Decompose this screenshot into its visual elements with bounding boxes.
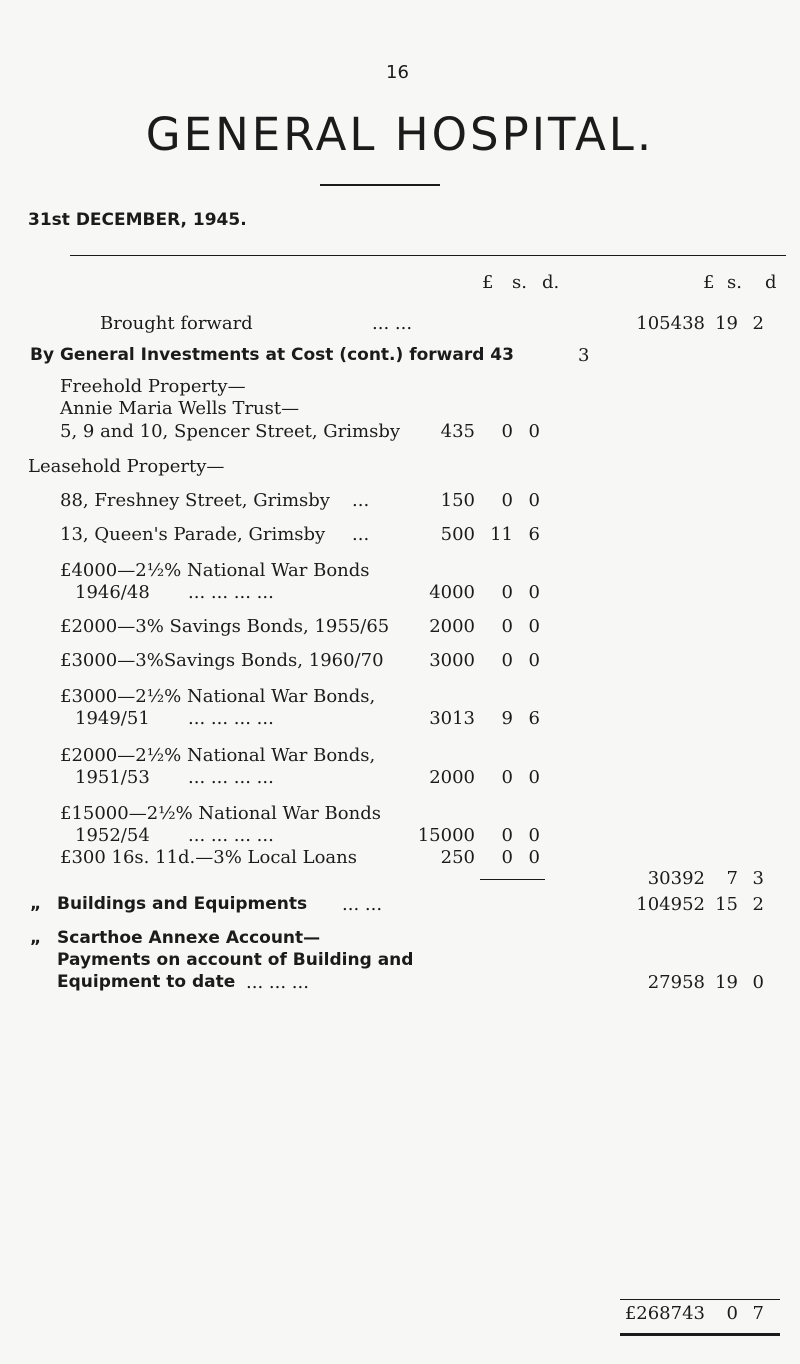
item-label: £3000—2½% National War Bonds, bbox=[60, 686, 376, 707]
item-pence: 0 bbox=[528, 650, 540, 671]
scarthoe-pounds: 27958 bbox=[647, 972, 705, 993]
grand-total-shillings: 0 bbox=[726, 1303, 738, 1324]
item-pounds: 3000 bbox=[429, 650, 475, 671]
grand-total-top-rule bbox=[620, 1299, 780, 1300]
scarthoe-line2: Payments on account of Building and bbox=[57, 950, 414, 970]
general-investments-label: By General Investments at Cost (cont.) forward 43 bbox=[30, 345, 514, 365]
item-label: 88, Freshney Street, Grimsby bbox=[60, 490, 330, 511]
item-pence: 0 bbox=[528, 767, 540, 788]
item-label-line2: 1952/54 bbox=[75, 825, 150, 846]
item-shillings: 9 bbox=[501, 708, 513, 729]
general-investments-tail: 3 bbox=[578, 345, 590, 366]
item-pence: 0 bbox=[528, 825, 540, 846]
item-label: £2000—2½% National War Bonds, bbox=[60, 745, 376, 766]
item-shillings: 0 bbox=[501, 847, 513, 868]
brought-forward-pounds: 105438 bbox=[636, 313, 705, 334]
item-pounds: 250 bbox=[440, 847, 475, 868]
col2-pence-header: d bbox=[765, 272, 777, 293]
scarthoe-pence: 0 bbox=[752, 972, 764, 993]
buildings-pounds: 104952 bbox=[636, 894, 705, 915]
item-pounds: 500 bbox=[440, 524, 475, 545]
scarthoe-line1: Scarthoe Annexe Account— bbox=[57, 928, 321, 948]
item-pence: 0 bbox=[528, 490, 540, 511]
item-dots: ... ... ... ... bbox=[188, 708, 274, 729]
item-label: £15000—2½% National War Bonds bbox=[60, 803, 381, 824]
scarthoe-dots: ... ... ... bbox=[246, 972, 309, 993]
buildings-pence: 2 bbox=[752, 894, 764, 915]
investments-total-pence: 3 bbox=[752, 868, 764, 889]
freehold-item-label: 5, 9 and 10, Spencer Street, Grimsby bbox=[60, 421, 401, 442]
item-shillings: 11 bbox=[490, 524, 513, 545]
item-label-line2: 1951/53 bbox=[75, 767, 150, 788]
title-divider bbox=[320, 184, 440, 186]
item-shillings: 0 bbox=[501, 825, 513, 846]
subtotal-rule bbox=[480, 879, 545, 880]
item-dots: ... bbox=[352, 490, 370, 511]
item-pounds: 4000 bbox=[429, 582, 475, 603]
investments-total-pounds: 30392 bbox=[647, 868, 705, 889]
scarthoe-prefix: „ bbox=[30, 928, 42, 948]
buildings-shillings: 15 bbox=[715, 894, 738, 915]
freehold-sub: Annie Maria Wells Trust— bbox=[60, 398, 300, 419]
brought-forward-shillings: 19 bbox=[715, 313, 738, 334]
grand-total-pence: 7 bbox=[752, 1303, 764, 1324]
item-label: £3000—3%Savings Bonds, 1960/70 bbox=[60, 650, 384, 671]
item-pence: 0 bbox=[528, 616, 540, 637]
item-label-line2: 1946/48 bbox=[75, 582, 150, 603]
col1-shillings-header: s. bbox=[512, 272, 527, 293]
freehold-item-shillings: 0 bbox=[501, 421, 513, 442]
leasehold-heading: Leasehold Property— bbox=[28, 456, 225, 477]
item-shillings: 0 bbox=[501, 650, 513, 671]
item-dots: ... ... ... ... bbox=[188, 582, 274, 603]
col1-pence-header: d. bbox=[542, 272, 560, 293]
page-number: 16 bbox=[386, 62, 409, 83]
item-shillings: 0 bbox=[501, 582, 513, 603]
grand-total-pounds: £268743 bbox=[624, 1303, 705, 1324]
col2-pounds-header: £ bbox=[703, 272, 715, 293]
item-pounds: 150 bbox=[440, 490, 475, 511]
freehold-item-pence: 0 bbox=[528, 421, 540, 442]
col2-shillings-header: s. bbox=[727, 272, 742, 293]
item-pence: 0 bbox=[528, 582, 540, 603]
investments-total-shillings: 7 bbox=[726, 868, 738, 889]
buildings-label: Buildings and Equipments bbox=[57, 894, 308, 914]
brought-forward-dots: ... ... bbox=[372, 313, 413, 334]
item-label-line2: 1949/51 bbox=[75, 708, 150, 729]
page-title: GENERAL HOSPITAL. bbox=[145, 108, 655, 161]
item-label: £300 16s. 11d.—3% Local Loans bbox=[60, 847, 357, 868]
item-pence: 6 bbox=[528, 708, 540, 729]
date-heading: 31st DECEMBER, 1945. bbox=[28, 210, 247, 230]
freehold-item-pounds: 435 bbox=[440, 421, 475, 442]
scarthoe-shillings: 19 bbox=[715, 972, 738, 993]
item-shillings: 0 bbox=[501, 616, 513, 637]
item-shillings: 0 bbox=[501, 490, 513, 511]
brought-forward-label: Brought forward bbox=[100, 313, 253, 334]
item-pence: 0 bbox=[528, 847, 540, 868]
item-dots: ... ... ... ... bbox=[188, 825, 274, 846]
brought-forward-pence: 2 bbox=[752, 313, 764, 334]
col1-pounds-header: £ bbox=[482, 272, 494, 293]
item-dots: ... ... ... ... bbox=[188, 767, 274, 788]
item-label: 13, Queen's Parade, Grimsby bbox=[60, 524, 326, 545]
item-label: £2000—3% Savings Bonds, 1955/65 bbox=[60, 616, 390, 637]
buildings-dots: ... ... bbox=[342, 894, 383, 915]
header-rule bbox=[70, 255, 786, 256]
scarthoe-line3: Equipment to date bbox=[57, 972, 236, 992]
item-label: £4000—2½% National War Bonds bbox=[60, 560, 370, 581]
item-pence: 6 bbox=[528, 524, 540, 545]
freehold-heading: Freehold Property— bbox=[60, 376, 246, 397]
item-dots: ... bbox=[352, 524, 370, 545]
item-pounds: 15000 bbox=[417, 825, 475, 846]
buildings-prefix: „ bbox=[30, 894, 42, 914]
item-pounds: 2000 bbox=[429, 616, 475, 637]
item-shillings: 0 bbox=[501, 767, 513, 788]
grand-total-double-rule bbox=[620, 1333, 780, 1336]
item-pounds: 3013 bbox=[429, 708, 475, 729]
item-pounds: 2000 bbox=[429, 767, 475, 788]
